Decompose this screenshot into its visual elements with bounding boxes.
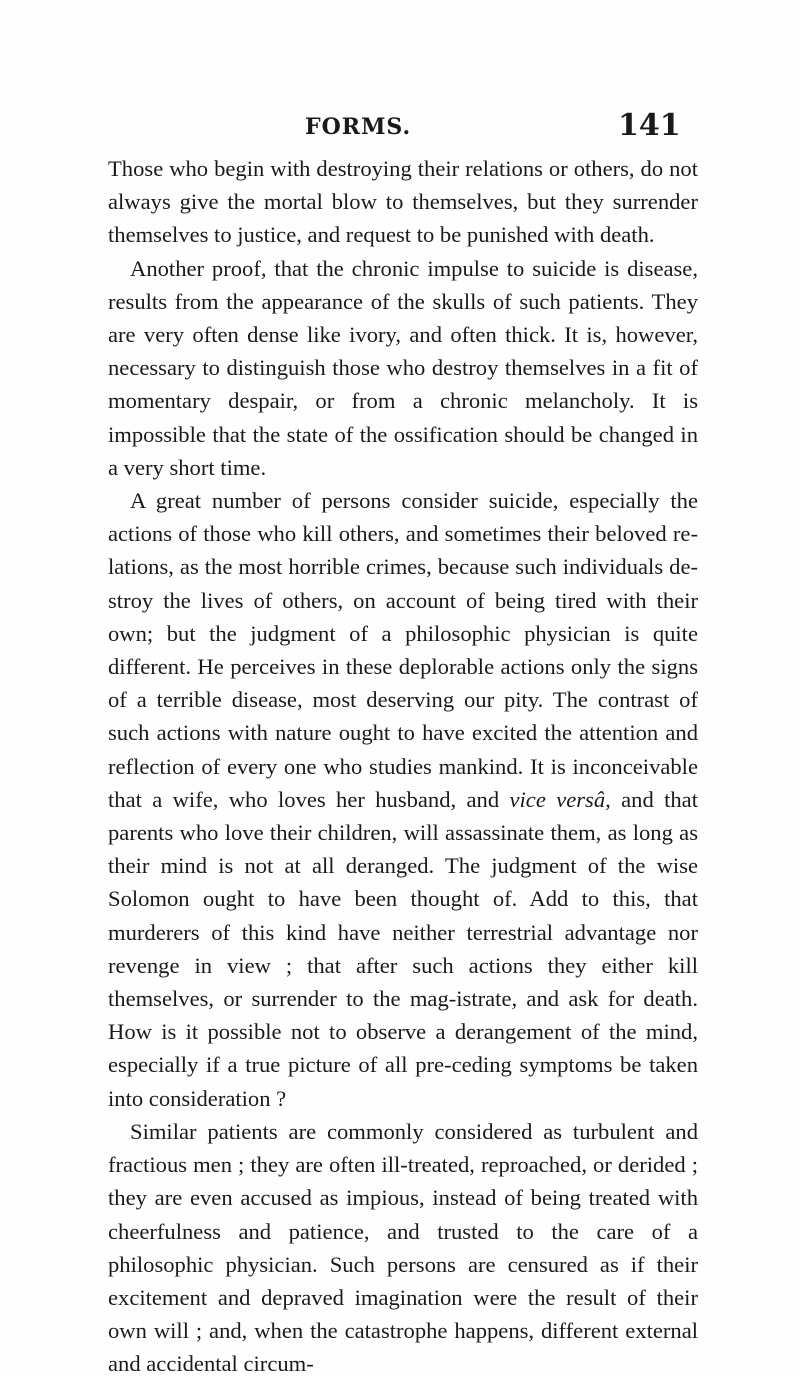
paragraph-3-part-1: A great number of persons consider suicide, especially the actions of those who kill others, and sometimes their beloved re-lations, as the most horrible crimes, because such individuals de-stroy the lives of others, on account of being tired with their own; but the judgment of a philosophic physician is quite different. He perceives in these deplorable actions only the signs of a terrible disease, most deserving our pity. The contrast of such actions with nature ought to have excited the attention and reflection of every one who studies mankind. It is inconceivable that a wife, who loves her husband, and: [108, 488, 698, 812]
italic-phrase: vice versâ,: [509, 786, 611, 812]
page-header: [0, 108, 800, 148]
paragraph-3: [108, 484, 698, 1115]
paragraph-2: Another proof, that the chronic impulse to suicide is disease, results from the appearance of the skulls of such patients. They are very often dense like ivory, and often thick. It is, however, necessary to distinguish those who destroy themselves in a fit of momentary despair, or from a chronic melancholy. It is impossible that the state of the ossification should be changed in a very short time.: [108, 255, 698, 480]
paragraph-4: Similar patients are commonly considered as turbulent and fractious men ; they are often ill-treated, reproached, or derided ; they are even accused as impious, instead of being treated with cheerfulness and patience, and trusted to the care of a philosophic physician. Such persons are censured as if their excitement and depraved imagination were the result of their own will ; and, when the catastrophe happens, different external and accidental circum-: [108, 1118, 698, 1377]
body-text: [108, 152, 698, 1381]
page-number: 141: [618, 108, 681, 143]
paragraph-3-part-2: and that parents who love their children, will assassinate them, as long as their mind is not at all deranged. The judgment of the wise Solomon ought to have been thought of. Add to this, that murderers of this kind have neither terrestrial advantage nor revenge in view ; that after such actions they either kill themselves, or surrender to the mag-istrate, and ask for death. How is it possible not to observe a derangement of the mind, especially if a true picture of all pre-ceding symptoms be taken into consideration ?: [108, 786, 698, 1111]
paragraph-1: Those who begin with destroying their relations or others, do not always give the mortal blow to themselves, but they surrender themselves to justice, and request to be punished with death.: [108, 156, 698, 248]
running-head: FORMS.: [305, 114, 412, 140]
